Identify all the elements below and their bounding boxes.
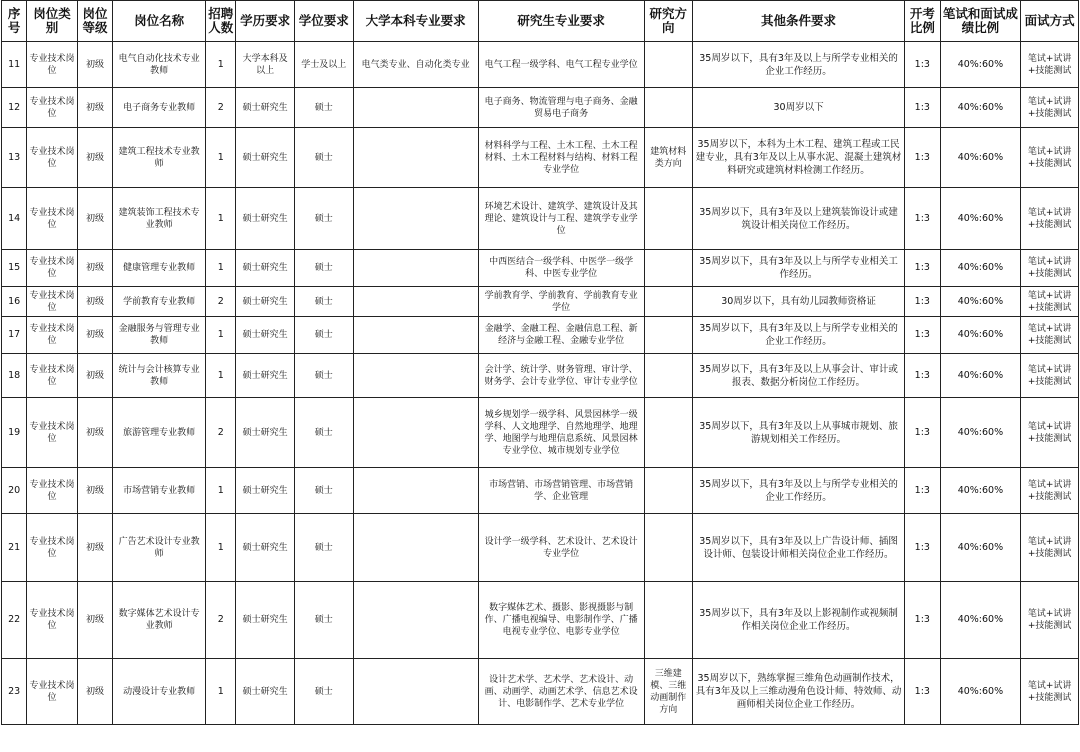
cell-grad: 学前教育学、学前教育、学前教育专业学位 (478, 287, 644, 317)
cell-other: 35周岁以下，具有3年及以上影视制作或视频制作相关岗位企业工作经历。 (692, 582, 904, 659)
cell-undergrad (353, 88, 478, 128)
cell-score: 40%:60% (940, 188, 1021, 250)
cell-education: 硕士研究生 (236, 250, 295, 287)
cell-score: 40%:60% (940, 128, 1021, 188)
cell-direction: 三维建模、三维动画制作方向 (644, 659, 692, 725)
cell-interview: 笔试+试讲+技能测试 (1021, 250, 1079, 287)
cell-score: 40%:60% (940, 42, 1021, 88)
cell-ratio: 1:3 (905, 398, 940, 468)
cell-undergrad (353, 354, 478, 398)
cell-direction (644, 88, 692, 128)
cell-grade: 初级 (77, 398, 112, 468)
cell-seq: 14 (2, 188, 27, 250)
cell-category: 专业技术岗位 (27, 659, 78, 725)
cell-ratio: 1:3 (905, 287, 940, 317)
cell-name: 市场营销专业教师 (113, 468, 206, 514)
cell-degree: 硕士 (294, 582, 353, 659)
cell-other: 35周岁以下，具有3年及以上建筑装饰设计或建筑设计相关岗位工作经历。 (692, 188, 904, 250)
cell-grad: 电子商务、物流管理与电子商务、金融贸易电子商务 (478, 88, 644, 128)
cell-category: 专业技术岗位 (27, 42, 78, 88)
cell-interview: 笔试+试讲+技能测试 (1021, 88, 1079, 128)
header-grade: 岗位等级 (77, 1, 112, 42)
cell-name: 健康管理专业教师 (113, 250, 206, 287)
cell-grade: 初级 (77, 354, 112, 398)
table-row (2, 514, 1079, 582)
cell-category: 专业技术岗位 (27, 398, 78, 468)
cell-ratio: 1:3 (905, 250, 940, 287)
cell-ratio: 1:3 (905, 354, 940, 398)
cell-interview: 笔试+试讲+技能测试 (1021, 42, 1079, 88)
header-direction: 研究方向 (644, 1, 692, 42)
cell-grade: 初级 (77, 287, 112, 317)
cell-count: 2 (206, 398, 236, 468)
cell-ratio: 1:3 (905, 514, 940, 582)
cell-seq: 15 (2, 250, 27, 287)
header-score: 笔试和面试成绩比例 (940, 1, 1021, 42)
table-row (2, 659, 1079, 725)
cell-education: 硕士研究生 (236, 188, 295, 250)
header-category: 岗位类别 (27, 1, 78, 42)
cell-count: 2 (206, 88, 236, 128)
table-row (2, 354, 1079, 398)
cell-undergrad (353, 468, 478, 514)
cell-education: 硕士研究生 (236, 582, 295, 659)
cell-grade: 初级 (77, 188, 112, 250)
cell-degree: 硕士 (294, 128, 353, 188)
cell-score: 40%:60% (940, 468, 1021, 514)
cell-count: 1 (206, 468, 236, 514)
cell-other: 35周岁以下，熟练掌握三维角色动画制作技术，具有3年及以上三维动漫角色设计师、特效师、动画师相关岗位企业工作经历。 (692, 659, 904, 725)
cell-name: 电气自动化技术专业教师 (113, 42, 206, 88)
cell-direction: 建筑材料类方向 (644, 128, 692, 188)
cell-grad: 金融学、金融工程、金融信息工程、新经济与金融工程、金融专业学位 (478, 317, 644, 354)
table-body (2, 42, 1079, 725)
cell-grad: 材料科学与工程、土木工程、土木工程材料、土木工程材料与结构、材料工程专业学位 (478, 128, 644, 188)
cell-degree: 硕士 (294, 317, 353, 354)
cell-degree: 学士及以上 (294, 42, 353, 88)
cell-count: 1 (206, 659, 236, 725)
cell-category: 专业技术岗位 (27, 287, 78, 317)
cell-undergrad: 电气类专业、自动化类专业 (353, 42, 478, 88)
cell-count: 2 (206, 287, 236, 317)
cell-seq: 18 (2, 354, 27, 398)
header-row (2, 1, 1079, 42)
cell-grad: 电气工程一级学科、电气工程专业学位 (478, 42, 644, 88)
cell-grade: 初级 (77, 317, 112, 354)
table-row (2, 398, 1079, 468)
cell-score: 40%:60% (940, 317, 1021, 354)
cell-name: 金融服务与管理专业教师 (113, 317, 206, 354)
cell-other: 35周岁以下，具有3年及以上与所学专业相关的企业工作经历。 (692, 42, 904, 88)
cell-grade: 初级 (77, 468, 112, 514)
cell-name: 旅游管理专业教师 (113, 398, 206, 468)
cell-undergrad (353, 398, 478, 468)
table-row (2, 582, 1079, 659)
cell-undergrad (353, 582, 478, 659)
cell-seq: 17 (2, 317, 27, 354)
header-other: 其他条件要求 (692, 1, 904, 42)
cell-category: 专业技术岗位 (27, 354, 78, 398)
cell-count: 1 (206, 188, 236, 250)
cell-name: 动漫设计专业教师 (113, 659, 206, 725)
table-row (2, 88, 1079, 128)
header-grad: 研究生专业要求 (478, 1, 644, 42)
cell-grade: 初级 (77, 42, 112, 88)
cell-undergrad (353, 317, 478, 354)
cell-ratio: 1:3 (905, 659, 940, 725)
cell-education: 硕士研究生 (236, 468, 295, 514)
cell-count: 1 (206, 514, 236, 582)
cell-count: 1 (206, 42, 236, 88)
cell-other: 35周岁以下，具有3年及以上从事城市规划、旅游规划相关工作经历。 (692, 398, 904, 468)
cell-undergrad (353, 250, 478, 287)
cell-interview: 笔试+试讲+技能测试 (1021, 659, 1079, 725)
cell-direction (644, 582, 692, 659)
cell-degree: 硕士 (294, 354, 353, 398)
cell-seq: 12 (2, 88, 27, 128)
cell-direction (644, 468, 692, 514)
cell-score: 40%:60% (940, 398, 1021, 468)
cell-grade: 初级 (77, 514, 112, 582)
cell-category: 专业技术岗位 (27, 250, 78, 287)
cell-seq: 16 (2, 287, 27, 317)
cell-grad: 环境艺术设计、建筑学、建筑设计及其理论、建筑设计与工程、建筑学专业学位 (478, 188, 644, 250)
cell-score: 40%:60% (940, 514, 1021, 582)
cell-count: 1 (206, 354, 236, 398)
cell-grad: 设计艺术学、艺术学、艺术设计、动画、动画学、动画艺术学、信息艺术设计、电影制作学、艺术专业学位 (478, 659, 644, 725)
cell-other: 30周岁以下 (692, 88, 904, 128)
cell-education: 硕士研究生 (236, 128, 295, 188)
cell-name: 学前教育专业教师 (113, 287, 206, 317)
cell-count: 1 (206, 128, 236, 188)
cell-seq: 23 (2, 659, 27, 725)
cell-count: 1 (206, 250, 236, 287)
cell-name: 数字媒体艺术设计专业教师 (113, 582, 206, 659)
cell-name: 建筑装饰工程技术专业教师 (113, 188, 206, 250)
cell-direction (644, 354, 692, 398)
cell-name: 统计与会计核算专业教师 (113, 354, 206, 398)
cell-other: 35周岁以下，具有3年及以上与所学专业相关工作经历。 (692, 250, 904, 287)
header-interview: 面试方式 (1021, 1, 1079, 42)
table-row (2, 287, 1079, 317)
cell-undergrad (353, 287, 478, 317)
cell-ratio: 1:3 (905, 88, 940, 128)
cell-count: 2 (206, 582, 236, 659)
cell-degree: 硕士 (294, 250, 353, 287)
cell-category: 专业技术岗位 (27, 582, 78, 659)
cell-degree: 硕士 (294, 398, 353, 468)
cell-grade: 初级 (77, 582, 112, 659)
cell-degree: 硕士 (294, 468, 353, 514)
cell-name: 广告艺术设计专业教师 (113, 514, 206, 582)
cell-interview: 笔试+试讲+技能测试 (1021, 354, 1079, 398)
cell-category: 专业技术岗位 (27, 188, 78, 250)
cell-degree: 硕士 (294, 659, 353, 725)
cell-category: 专业技术岗位 (27, 514, 78, 582)
cell-category: 专业技术岗位 (27, 88, 78, 128)
header-degree: 学位要求 (294, 1, 353, 42)
cell-ratio: 1:3 (905, 317, 940, 354)
cell-education: 硕士研究生 (236, 287, 295, 317)
cell-education: 硕士研究生 (236, 88, 295, 128)
cell-grad: 市场营销、市场营销管理、市场营销学、企业管理 (478, 468, 644, 514)
cell-count: 1 (206, 317, 236, 354)
cell-direction (644, 398, 692, 468)
cell-interview: 笔试+试讲+技能测试 (1021, 128, 1079, 188)
cell-category: 专业技术岗位 (27, 128, 78, 188)
cell-grad: 数字媒体艺术、摄影、影视摄影与制作、广播电视编导、电影制作学、广播电视专业学位、电影专业学位 (478, 582, 644, 659)
cell-direction (644, 188, 692, 250)
cell-other: 30周岁以下，具有幼儿园教师资格证 (692, 287, 904, 317)
header-undergrad: 大学本科专业要求 (353, 1, 478, 42)
cell-seq: 20 (2, 468, 27, 514)
cell-score: 40%:60% (940, 582, 1021, 659)
cell-seq: 19 (2, 398, 27, 468)
cell-score: 40%:60% (940, 250, 1021, 287)
cell-other: 35周岁以下，具有3年及以上与所学专业相关的企业工作经历。 (692, 468, 904, 514)
header-ratio: 开考比例 (905, 1, 940, 42)
header-education: 学历要求 (236, 1, 295, 42)
cell-education: 硕士研究生 (236, 514, 295, 582)
cell-education: 大学本科及以上 (236, 42, 295, 88)
cell-ratio: 1:3 (905, 582, 940, 659)
cell-degree: 硕士 (294, 88, 353, 128)
cell-score: 40%:60% (940, 287, 1021, 317)
cell-education: 硕士研究生 (236, 317, 295, 354)
table-row (2, 42, 1079, 88)
cell-category: 专业技术岗位 (27, 317, 78, 354)
cell-name: 建筑工程技术专业教师 (113, 128, 206, 188)
cell-grade: 初级 (77, 128, 112, 188)
cell-degree: 硕士 (294, 287, 353, 317)
cell-grad: 中西医结合一级学科、中医学一级学科、中医专业学位 (478, 250, 644, 287)
cell-score: 40%:60% (940, 354, 1021, 398)
cell-other: 35周岁以下，具有3年及以上与所学专业相关的企业工作经历。 (692, 317, 904, 354)
cell-direction (644, 42, 692, 88)
cell-other: 35周岁以下，具有3年及以上从事会计、审计或报表、数据分析岗位工作经历。 (692, 354, 904, 398)
recruitment-table (1, 0, 1079, 725)
cell-score: 40%:60% (940, 88, 1021, 128)
header-seq: 序号 (2, 1, 27, 42)
cell-interview: 笔试+试讲+技能测试 (1021, 468, 1079, 514)
table-row (2, 250, 1079, 287)
cell-ratio: 1:3 (905, 188, 940, 250)
cell-other: 35周岁以下，具有3年及以上广告设计师、插图设计师、包装设计师相关岗位企业工作经历。 (692, 514, 904, 582)
cell-ratio: 1:3 (905, 128, 940, 188)
table-row (2, 128, 1079, 188)
cell-name: 电子商务专业教师 (113, 88, 206, 128)
cell-ratio: 1:3 (905, 42, 940, 88)
cell-undergrad (353, 188, 478, 250)
cell-interview: 笔试+试讲+技能测试 (1021, 514, 1079, 582)
cell-interview: 笔试+试讲+技能测试 (1021, 287, 1079, 317)
cell-interview: 笔试+试讲+技能测试 (1021, 582, 1079, 659)
cell-seq: 21 (2, 514, 27, 582)
cell-ratio: 1:3 (905, 468, 940, 514)
cell-degree: 硕士 (294, 188, 353, 250)
cell-grade: 初级 (77, 659, 112, 725)
table-row (2, 468, 1079, 514)
cell-education: 硕士研究生 (236, 398, 295, 468)
cell-seq: 22 (2, 582, 27, 659)
cell-grade: 初级 (77, 88, 112, 128)
cell-undergrad (353, 514, 478, 582)
cell-grad: 城乡规划学一级学科、风景园林学一级学科、人文地理学、自然地理学、地理学、地图学与地理信息系统、风景园林专业学位、城市规划专业学位 (478, 398, 644, 468)
cell-direction (644, 317, 692, 354)
header-name: 岗位名称 (113, 1, 206, 42)
table-row (2, 317, 1079, 354)
cell-category: 专业技术岗位 (27, 468, 78, 514)
cell-undergrad (353, 659, 478, 725)
cell-grad: 会计学、统计学、财务管理、审计学、财务学、会计专业学位、审计专业学位 (478, 354, 644, 398)
cell-interview: 笔试+试讲+技能测试 (1021, 188, 1079, 250)
header-count: 招聘人数 (206, 1, 236, 42)
cell-direction (644, 514, 692, 582)
cell-interview: 笔试+试讲+技能测试 (1021, 398, 1079, 468)
cell-interview: 笔试+试讲+技能测试 (1021, 317, 1079, 354)
cell-education: 硕士研究生 (236, 659, 295, 725)
cell-direction (644, 287, 692, 317)
cell-degree: 硕士 (294, 514, 353, 582)
table-row (2, 188, 1079, 250)
cell-education: 硕士研究生 (236, 354, 295, 398)
cell-seq: 11 (2, 42, 27, 88)
cell-other: 35周岁以下，本科为土木工程、建筑工程或工民建专业，具有3年及以上从事水泥、混凝土建筑材料研究或建筑材料检测工作经历。 (692, 128, 904, 188)
cell-grad: 设计学一级学科、艺术设计、艺术设计专业学位 (478, 514, 644, 582)
cell-undergrad (353, 128, 478, 188)
cell-direction (644, 250, 692, 287)
cell-grade: 初级 (77, 250, 112, 287)
cell-score: 40%:60% (940, 659, 1021, 725)
cell-seq: 13 (2, 128, 27, 188)
